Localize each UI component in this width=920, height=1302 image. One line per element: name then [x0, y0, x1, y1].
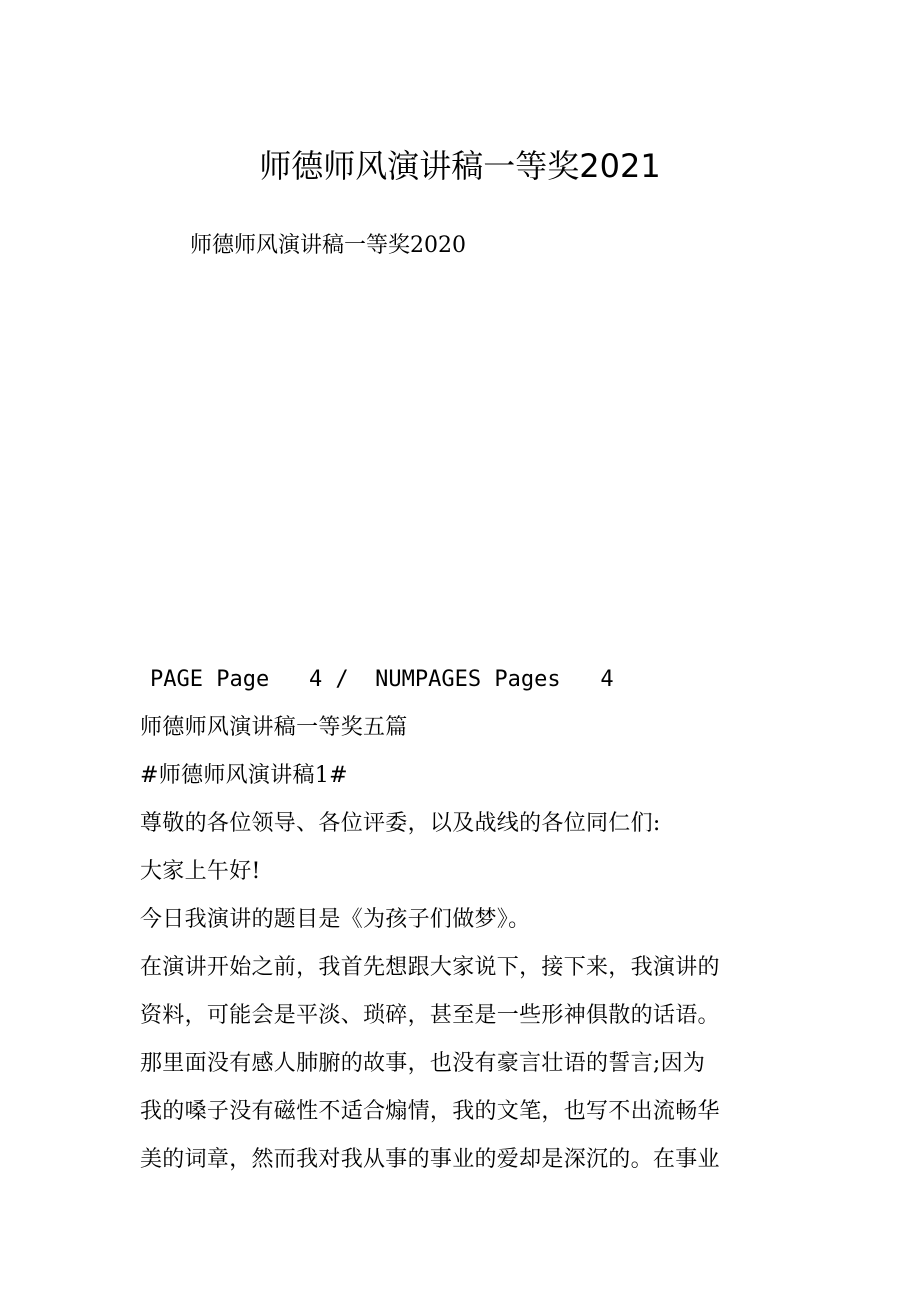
body-text — [140, 710, 820, 1190]
paragraph-line: 在演讲开始之前，我首先想跟大家说下，接下来，我演讲的 — [140, 955, 720, 980]
page-number-field: PAGE Page 4 / NUMPAGES Pages 4 — [150, 667, 614, 692]
salutation: 尊敬的各位领导、各位评委，以及战线的各位同仁们: — [140, 811, 661, 836]
paragraph-line: 那里面没有感人肺腑的故事，也没有豪言壮语的誓言;因为 — [140, 1051, 706, 1076]
paragraph-line: 今日我演讲的题目是《为孩子们做梦》。 — [140, 907, 531, 932]
document-title: 师德师风演讲稿一等奖2021 — [259, 147, 661, 185]
speech-heading: #师德师风演讲稿1# — [140, 763, 348, 788]
document-subtitle: 师德师风演讲稿一等奖2020 — [190, 233, 466, 258]
paragraph-line: 资料，可能会是平淡、琐碎，甚至是一些形神俱散的话语。 — [140, 1003, 720, 1028]
section-heading: 师德师风演讲稿一等奖五篇 — [140, 715, 408, 740]
paragraph-line: 我的嗓子没有磁性不适合煽情，我的文笔，也写不出流畅华 — [140, 1099, 720, 1124]
paragraph-line: 美的词章，然而我对我从事的事业的爱却是深沉的。在事业 — [140, 1147, 720, 1172]
greeting: 大家上午好! — [140, 859, 261, 884]
